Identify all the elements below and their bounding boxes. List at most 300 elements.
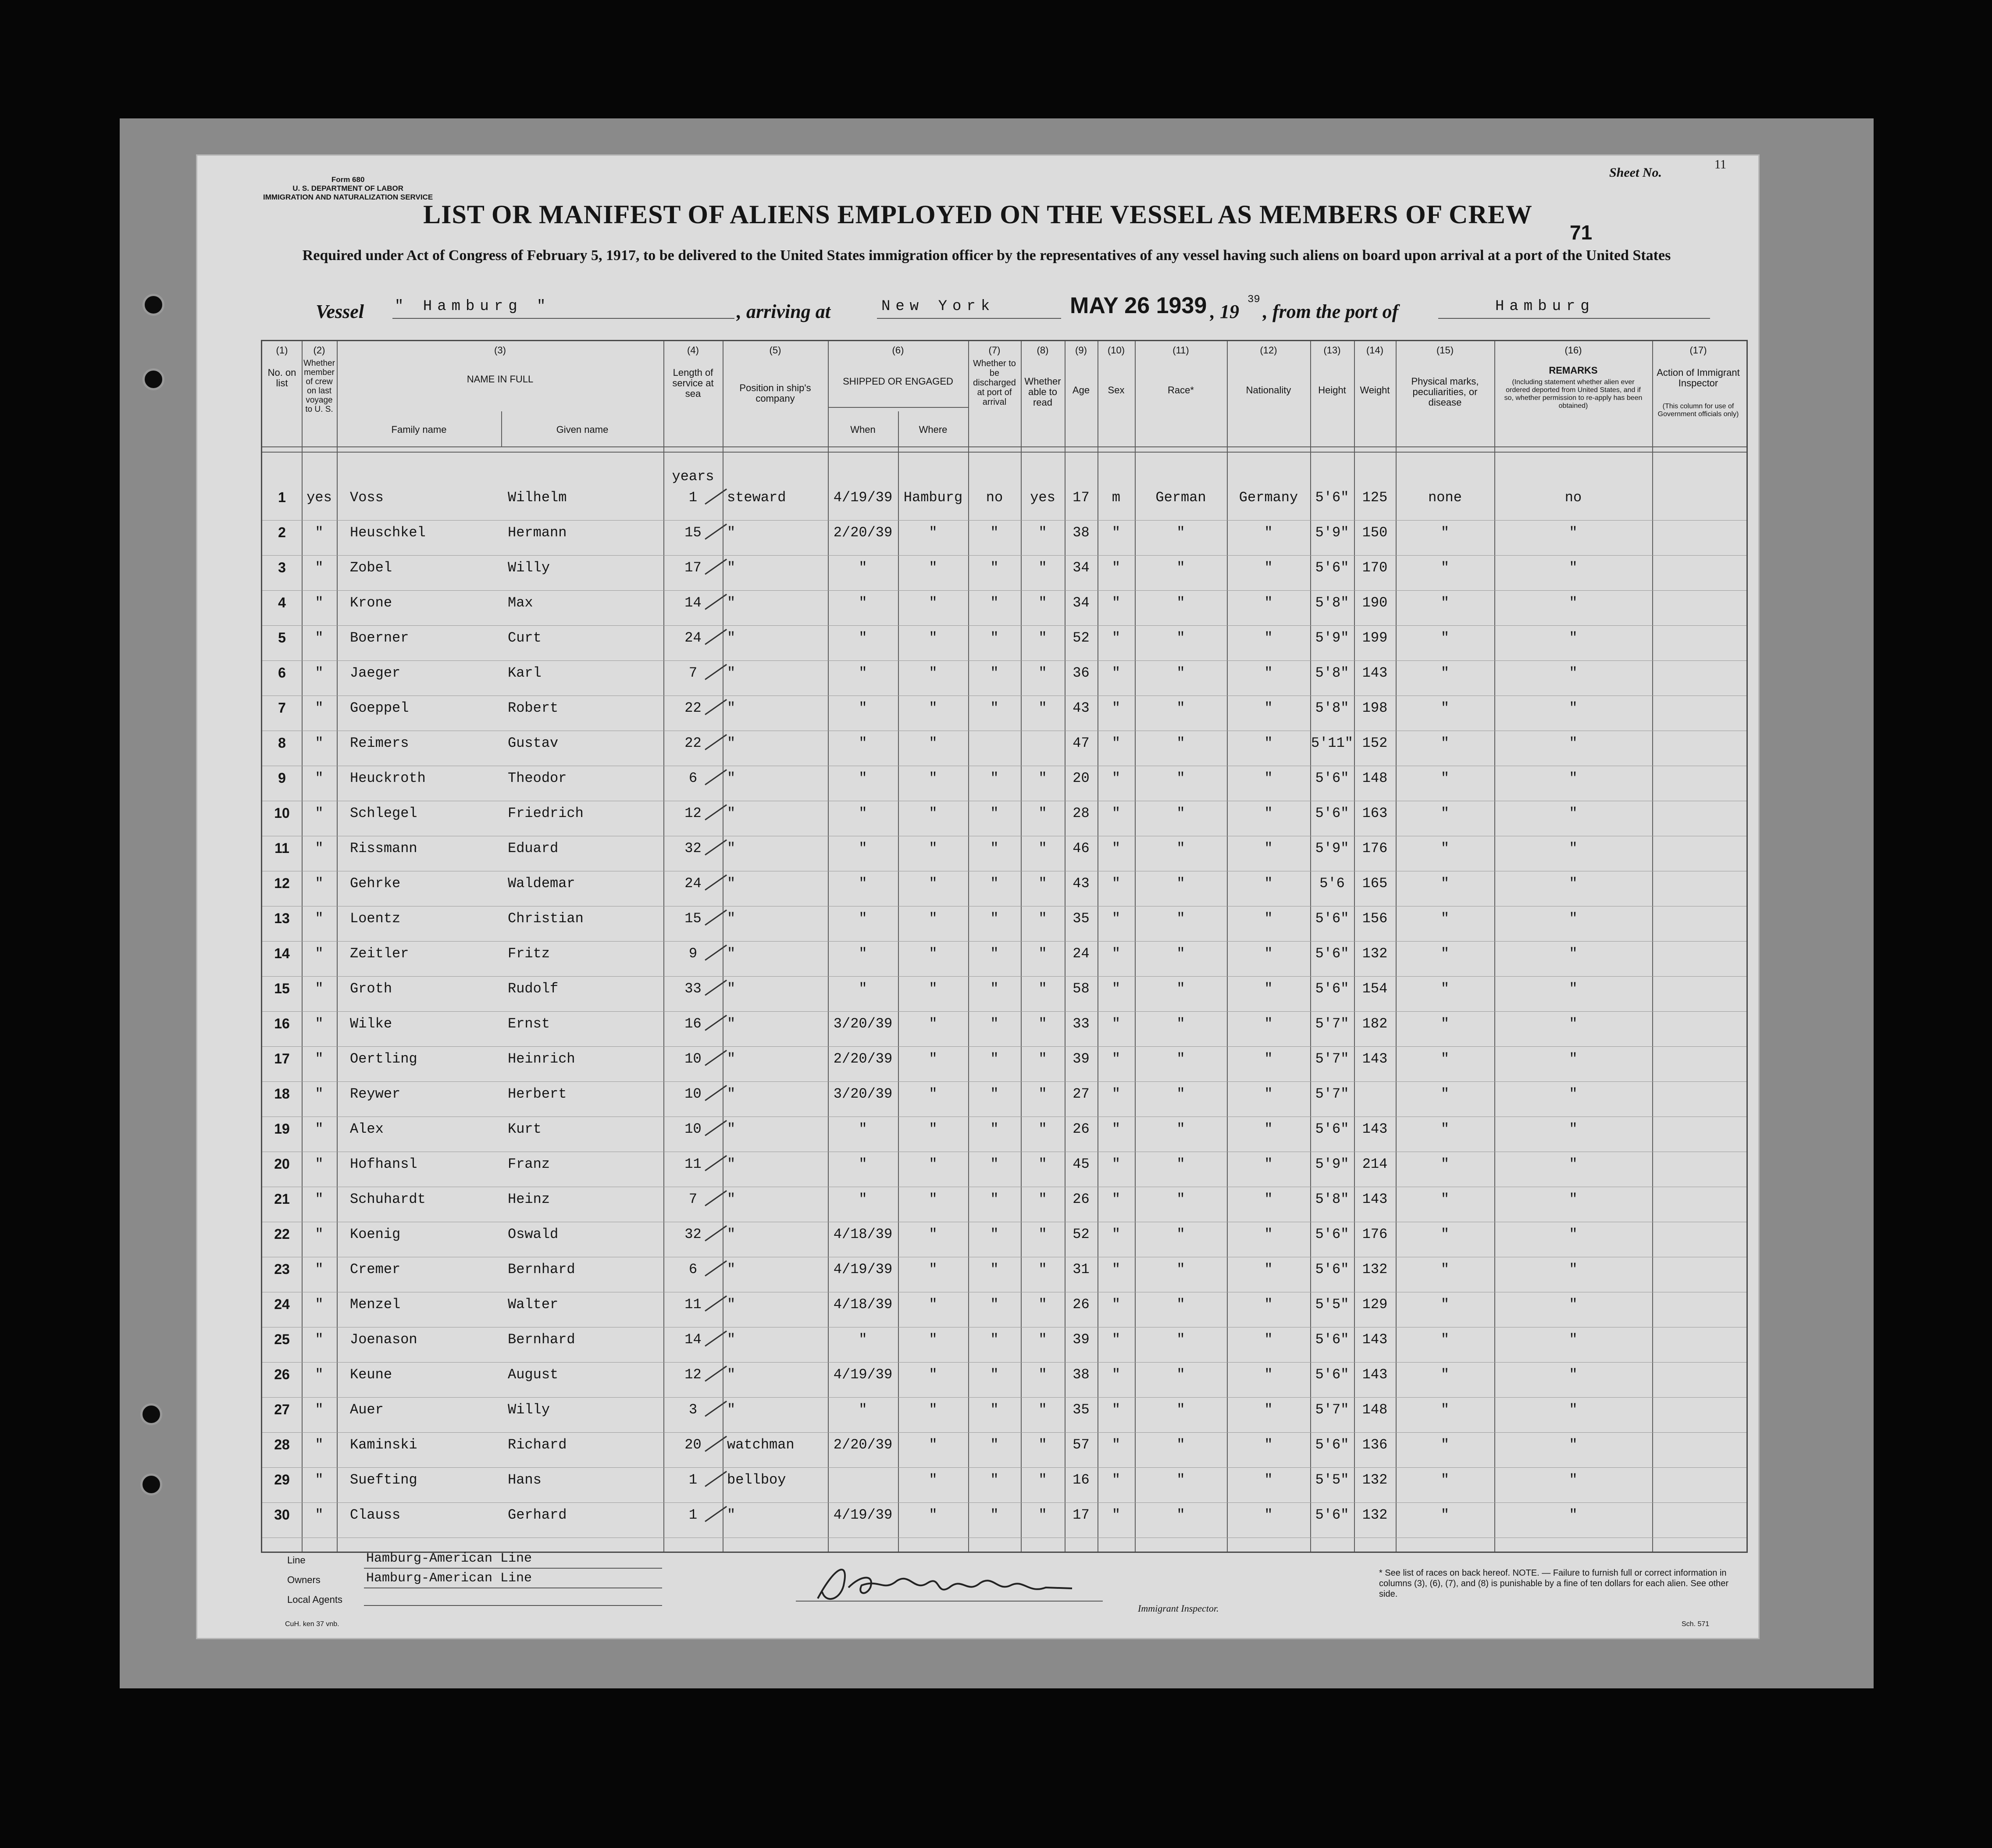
weight-cell: 156	[1362, 910, 1388, 927]
col-16-label: REMARKS	[1549, 365, 1598, 376]
physical-marks-cell: "	[1440, 1261, 1450, 1277]
sex-cell: "	[1112, 665, 1121, 681]
shipped-where-cell: "	[929, 1437, 937, 1453]
remarks-cell: "	[1569, 1121, 1578, 1137]
remarks-cell: "	[1569, 735, 1578, 751]
family-name-cell: Goeppel	[350, 700, 409, 716]
service-length-cell: 6	[688, 1261, 698, 1277]
remarks-cell: "	[1569, 981, 1578, 997]
table-row	[262, 626, 1746, 661]
row-number: 6	[278, 665, 286, 681]
height-cell: 5'6"	[1315, 1437, 1349, 1453]
nationality-cell: "	[1264, 981, 1273, 997]
able-to-read-cell: "	[1038, 910, 1047, 927]
shipped-where-cell: "	[929, 1226, 937, 1242]
nationality-cell: "	[1264, 1051, 1273, 1067]
row-number: 30	[274, 1507, 290, 1523]
given-name-cell: Waldemar	[508, 875, 575, 892]
table-row	[262, 1082, 1746, 1117]
height-cell: 5'6"	[1315, 560, 1349, 576]
service-length-cell: 33	[684, 981, 702, 997]
family-name-cell: Joenason	[350, 1331, 417, 1348]
col-14-label: Weight	[1360, 385, 1390, 396]
discharge-cell: "	[990, 700, 999, 716]
service-length-cell: 22	[684, 735, 702, 751]
height-cell: 5'9"	[1315, 524, 1349, 541]
given-name-cell: Rudolf	[508, 981, 559, 997]
family-name-cell: Gehrke	[350, 875, 401, 892]
height-cell: 5'8"	[1315, 665, 1349, 681]
col-3-label: NAME IN FULL	[467, 374, 534, 385]
row-number: 1	[278, 489, 286, 505]
nationality-cell: "	[1264, 1226, 1273, 1242]
nationality-cell: "	[1264, 770, 1273, 786]
race-cell: German	[1155, 489, 1206, 506]
sex-cell: "	[1112, 1191, 1121, 1207]
race-cell: "	[1176, 700, 1185, 716]
prev-voyage-cell: "	[315, 981, 324, 997]
discharge-cell: "	[990, 945, 999, 962]
prev-voyage-cell: "	[315, 1261, 324, 1277]
given-name-cell: Franz	[508, 1156, 550, 1172]
nationality-cell: "	[1264, 1016, 1273, 1032]
nationality-cell: "	[1264, 875, 1273, 892]
nationality-cell: "	[1264, 1366, 1273, 1383]
nationality-cell: Germany	[1239, 489, 1298, 506]
race-cell: "	[1176, 1402, 1185, 1418]
nationality-cell: "	[1264, 840, 1273, 856]
physical-marks-cell: "	[1440, 1437, 1450, 1453]
race-cell: "	[1176, 595, 1185, 611]
position-cell: "	[727, 875, 736, 892]
given-name-cell: Gerhard	[508, 1507, 567, 1523]
shipped-when-cell: "	[859, 945, 867, 962]
shipped-when-cell: 4/18/39	[833, 1296, 893, 1313]
col-6-label: SHIPPED OR ENGAGED	[843, 376, 953, 387]
row-number: 4	[278, 595, 286, 610]
age-cell: 26	[1073, 1191, 1090, 1207]
remarks-cell: "	[1569, 770, 1578, 786]
discharge-cell: "	[990, 1121, 999, 1137]
service-length-cell: 14	[684, 1331, 702, 1348]
position-cell: "	[727, 630, 736, 646]
shipped-where-cell: "	[929, 1086, 937, 1102]
service-length-cell: 24	[684, 630, 702, 646]
departure-port: Hamburg	[1495, 298, 1595, 315]
col-11-label: Race*	[1168, 385, 1194, 396]
weight-cell: 214	[1362, 1156, 1388, 1172]
physical-marks-cell: "	[1440, 524, 1450, 541]
sex-cell: "	[1112, 945, 1121, 962]
discharge-cell: "	[990, 630, 999, 646]
height-cell: 5'6"	[1315, 1226, 1349, 1242]
row-number: 16	[274, 1016, 290, 1031]
discharge-cell: "	[990, 805, 999, 821]
nationality-cell: "	[1264, 630, 1273, 646]
sheet-number-label: Sheet No.	[1609, 165, 1662, 180]
crew-table	[261, 340, 1748, 1553]
shipped-when-cell: "	[859, 875, 867, 892]
shipped-where-cell: Hamburg	[903, 489, 963, 506]
able-to-read-cell: "	[1038, 1051, 1047, 1067]
height-cell: 5'11"	[1311, 735, 1353, 751]
shipped-when-cell: 4/19/39	[833, 1366, 893, 1383]
col-5-label: Position in ship's company	[739, 382, 811, 404]
discharge-cell: "	[990, 1261, 999, 1277]
height-cell: 5'6"	[1315, 1331, 1349, 1348]
shipped-where-cell: "	[929, 665, 937, 681]
shipped-where-cell: "	[929, 945, 937, 962]
shipped-where-cell: "	[929, 1156, 937, 1172]
physical-marks-cell: "	[1440, 665, 1450, 681]
family-name-cell: Heuckroth	[350, 770, 426, 786]
shipped-where-cell: "	[929, 560, 937, 576]
height-cell: 5'7"	[1315, 1086, 1349, 1102]
form-department: U. S. DEPARTMENT OF LABOR	[292, 184, 403, 193]
position-cell: "	[727, 840, 736, 856]
physical-marks-cell: "	[1440, 1016, 1450, 1032]
shipped-when-cell: "	[859, 735, 867, 751]
col-3-number: (3)	[494, 345, 506, 356]
row-number: 19	[274, 1121, 290, 1137]
able-to-read-cell: "	[1038, 1437, 1047, 1453]
race-cell: "	[1176, 1051, 1185, 1067]
service-length-cell: 20	[684, 1437, 702, 1453]
position-cell: "	[727, 1016, 736, 1032]
row-number: 15	[274, 981, 290, 996]
table-row	[262, 1012, 1746, 1047]
age-cell: 26	[1073, 1121, 1090, 1137]
table-row	[262, 521, 1746, 556]
shipped-when-cell: 4/19/39	[833, 1261, 893, 1277]
height-cell: 5'7"	[1315, 1016, 1349, 1032]
table-row	[262, 837, 1746, 872]
able-to-read-cell: "	[1038, 875, 1047, 892]
table-row	[262, 942, 1746, 977]
age-cell: 26	[1073, 1296, 1090, 1313]
col-8-label: Whether able to read	[1024, 376, 1061, 408]
race-cell: "	[1176, 630, 1185, 646]
able-to-read-cell: "	[1038, 1366, 1047, 1383]
shipped-where-cell: "	[929, 840, 937, 856]
shipped-where-cell: "	[929, 1191, 937, 1207]
discharge-cell: "	[990, 1331, 999, 1348]
physical-marks-cell: none	[1428, 489, 1462, 506]
form-number: Form 680	[331, 175, 365, 184]
given-name-cell: Eduard	[508, 840, 559, 856]
shipped-where-cell: "	[929, 1296, 937, 1313]
position-cell: "	[727, 1261, 736, 1277]
table-row	[262, 1398, 1746, 1433]
position-cell: "	[727, 735, 736, 751]
service-length-cell: 15	[684, 524, 702, 541]
position-cell: "	[727, 805, 736, 821]
table-row	[262, 486, 1746, 521]
height-cell: 5'5"	[1315, 1296, 1349, 1313]
prev-voyage-cell: "	[315, 1437, 324, 1453]
nationality-cell: "	[1264, 805, 1273, 821]
binder-hole	[140, 1473, 162, 1495]
able-to-read-cell: "	[1038, 700, 1047, 716]
shipped-where-cell: "	[929, 595, 937, 611]
col-15-number: (15)	[1436, 345, 1454, 356]
prev-voyage-cell: "	[315, 770, 324, 786]
remarks-cell: "	[1569, 1156, 1578, 1172]
position-cell: "	[727, 1402, 736, 1418]
discharge-cell: "	[990, 1016, 999, 1032]
family-name-cell: Rissmann	[350, 840, 417, 856]
prev-voyage-cell: "	[315, 1331, 324, 1348]
physical-marks-cell: "	[1440, 945, 1450, 962]
sex-cell: "	[1112, 1086, 1121, 1102]
race-cell: "	[1176, 1507, 1185, 1523]
col-10-number: (10)	[1107, 345, 1125, 356]
race-cell: "	[1176, 1226, 1185, 1242]
able-to-read-cell: "	[1038, 1507, 1047, 1523]
height-cell: 5'9"	[1315, 840, 1349, 856]
sheet-number-value: 11	[1714, 158, 1726, 171]
service-length-cell: 3	[688, 1402, 698, 1418]
able-to-read-cell: "	[1038, 665, 1047, 681]
weight-cell: 125	[1362, 489, 1388, 506]
prev-voyage-cell: "	[315, 735, 324, 751]
discharge-cell: "	[990, 770, 999, 786]
sex-cell: "	[1112, 1051, 1121, 1067]
discharge-cell: "	[990, 1472, 999, 1488]
family-name-cell: Auer	[350, 1402, 384, 1418]
table-row	[262, 1047, 1746, 1082]
discharge-cell: "	[990, 1437, 999, 1453]
shipped-where-cell: "	[929, 1331, 937, 1348]
height-cell: 5'8"	[1315, 595, 1349, 611]
prev-voyage-cell: "	[315, 875, 324, 892]
shipped-when-cell: "	[859, 1331, 867, 1348]
race-cell: "	[1176, 1016, 1185, 1032]
height-cell: 5'6"	[1315, 805, 1349, 821]
family-name-cell: Loentz	[350, 910, 401, 927]
position-cell: "	[727, 1507, 736, 1523]
row-number: 27	[274, 1402, 290, 1417]
race-cell: "	[1176, 1472, 1185, 1488]
physical-marks-cell: "	[1440, 981, 1450, 997]
remarks-cell: "	[1569, 1366, 1578, 1383]
family-name-cell: Zobel	[350, 560, 392, 576]
position-cell: "	[727, 524, 736, 541]
given-name-cell: Ernst	[508, 1016, 550, 1032]
position-cell: "	[727, 910, 736, 927]
stamp-number: 71	[1570, 221, 1593, 244]
height-cell: 5'7"	[1315, 1402, 1349, 1418]
physical-marks-cell: "	[1440, 1086, 1450, 1102]
shipped-when-cell: "	[859, 1121, 867, 1137]
position-cell: "	[727, 1121, 736, 1137]
family-name-cell: Krone	[350, 595, 392, 611]
age-cell: 35	[1073, 910, 1090, 927]
weight-cell: 132	[1362, 1472, 1388, 1488]
col-12-number: (12)	[1260, 345, 1277, 356]
discharge-cell: "	[990, 1156, 999, 1172]
discharge-cell: "	[990, 875, 999, 892]
row-number: 5	[278, 630, 286, 646]
height-cell: 5'6"	[1315, 1366, 1349, 1383]
col-9-label: Age	[1072, 385, 1090, 396]
age-cell: 38	[1073, 1366, 1090, 1383]
col-9-number: (9)	[1075, 345, 1087, 356]
row-number: 25	[274, 1331, 290, 1347]
weight-cell: 170	[1362, 560, 1388, 576]
age-cell: 47	[1073, 735, 1090, 751]
col-4-number: (4)	[687, 345, 699, 356]
physical-marks-cell: "	[1440, 560, 1450, 576]
remarks-cell: "	[1569, 840, 1578, 856]
able-to-read-cell: "	[1038, 1156, 1047, 1172]
shipped-when-cell: "	[859, 981, 867, 997]
weight-cell: 152	[1362, 735, 1388, 751]
table-row	[262, 872, 1746, 907]
arrival-port: New York	[881, 298, 995, 315]
physical-marks-cell: "	[1440, 1191, 1450, 1207]
weight-cell: 148	[1362, 1402, 1388, 1418]
position-cell: "	[727, 665, 736, 681]
prev-voyage-cell: "	[315, 1191, 324, 1207]
position-cell: bellboy	[727, 1472, 786, 1488]
given-name-cell: Bernhard	[508, 1331, 575, 1348]
row-number: 3	[278, 560, 286, 575]
row-number: 10	[274, 805, 290, 821]
given-name-cell: Max	[508, 595, 533, 611]
able-to-read-cell: "	[1038, 1086, 1047, 1102]
where-header: Where	[919, 424, 948, 435]
remarks-cell: "	[1569, 1016, 1578, 1032]
service-length-cell: 7	[688, 665, 698, 681]
table-row	[262, 731, 1746, 767]
race-cell: "	[1176, 1331, 1185, 1348]
row-number: 24	[274, 1296, 290, 1312]
height-cell: 5'5"	[1315, 1472, 1349, 1488]
able-to-read-cell: "	[1038, 1296, 1047, 1313]
table-row	[262, 1363, 1746, 1398]
weight-cell: 143	[1362, 1366, 1388, 1383]
table-row	[262, 1293, 1746, 1328]
able-to-read-cell: yes	[1030, 489, 1055, 506]
physical-marks-cell: "	[1440, 1121, 1450, 1137]
prev-voyage-cell: "	[315, 1472, 324, 1488]
table-row	[262, 1503, 1746, 1538]
race-cell: "	[1176, 770, 1185, 786]
remarks-cell: "	[1569, 630, 1578, 646]
row-number: 21	[274, 1191, 290, 1207]
given-name-cell: Willy	[508, 560, 550, 576]
table-row	[262, 696, 1746, 731]
discharge-cell: "	[990, 1507, 999, 1523]
sex-cell: "	[1112, 1402, 1121, 1418]
nationality-cell: "	[1264, 1261, 1273, 1277]
discharge-cell: "	[990, 1191, 999, 1207]
weight-cell: 132	[1362, 945, 1388, 962]
nationality-cell: "	[1264, 1331, 1273, 1348]
given-name-cell: Oswald	[508, 1226, 559, 1242]
row-number: 23	[274, 1261, 290, 1277]
sex-cell: "	[1112, 875, 1121, 892]
service-length-cell: 1	[688, 1472, 698, 1488]
sex-cell: "	[1112, 981, 1121, 997]
sex-cell: "	[1112, 1296, 1121, 1313]
age-cell: 17	[1073, 489, 1090, 506]
prev-voyage-cell: "	[315, 1507, 324, 1523]
row-number: 26	[274, 1366, 290, 1382]
row-number: 2	[278, 524, 286, 540]
age-cell: 45	[1073, 1156, 1090, 1172]
weight-cell: 143	[1362, 1051, 1388, 1067]
sex-cell: "	[1112, 630, 1121, 646]
sex-cell: "	[1112, 595, 1121, 611]
given-name-cell: Hans	[508, 1472, 542, 1488]
col-8-number: (8)	[1037, 345, 1049, 356]
family-name-cell: Reywer	[350, 1086, 401, 1102]
age-cell: 43	[1073, 700, 1090, 716]
shipped-where-cell: "	[929, 1051, 937, 1067]
family-name-cell: Menzel	[350, 1296, 401, 1313]
nationality-cell: "	[1264, 665, 1273, 681]
row-number: 9	[278, 770, 286, 786]
family-name-cell: Reimers	[350, 735, 409, 751]
age-cell: 28	[1073, 805, 1090, 821]
given-name-cell: Wilhelm	[508, 489, 567, 506]
prev-voyage-cell: "	[315, 1366, 324, 1383]
given-name-cell: Christian	[508, 910, 584, 927]
weight-cell: 143	[1362, 665, 1388, 681]
nationality-cell: "	[1264, 560, 1273, 576]
weight-cell: 132	[1362, 1261, 1388, 1277]
race-cell: "	[1176, 735, 1185, 751]
arriving-label: , arriving at	[737, 301, 830, 322]
col-5-number: (5)	[769, 345, 781, 356]
age-cell: 20	[1073, 770, 1090, 786]
age-cell: 46	[1073, 840, 1090, 856]
given-name-cell: Richard	[508, 1437, 567, 1453]
weight-cell: 150	[1362, 524, 1388, 541]
form-identifier	[263, 175, 433, 202]
given-name-cell: Friedrich	[508, 805, 584, 821]
family-name-cell: Wilke	[350, 1016, 392, 1032]
shipped-where-cell: "	[929, 700, 937, 716]
family-name-cell: Heuschkel	[350, 524, 426, 541]
shipped-when-cell: "	[859, 560, 867, 576]
shipped-when-cell: "	[859, 700, 867, 716]
sex-cell: "	[1112, 1121, 1121, 1137]
position-cell: "	[727, 770, 736, 786]
remarks-cell: "	[1569, 700, 1578, 716]
nationality-cell: "	[1264, 910, 1273, 927]
discharge-cell: "	[990, 665, 999, 681]
nationality-cell: "	[1264, 1086, 1273, 1102]
prev-voyage-cell: "	[315, 630, 324, 646]
service-length-cell: 12	[684, 805, 702, 821]
able-to-read-cell: "	[1038, 595, 1047, 611]
height-cell: 5'7"	[1315, 1051, 1349, 1067]
col-6-number: (6)	[892, 345, 904, 356]
sex-cell: "	[1112, 1261, 1121, 1277]
able-to-read-cell: "	[1038, 524, 1047, 541]
nationality-cell: "	[1264, 735, 1273, 751]
row-number: 29	[274, 1472, 290, 1488]
height-cell: 5'8"	[1315, 700, 1349, 716]
family-name-cell: Clauss	[350, 1507, 401, 1523]
race-cell: "	[1176, 1437, 1185, 1453]
sex-cell: m	[1112, 489, 1121, 506]
age-cell: 16	[1073, 1472, 1090, 1488]
remarks-cell: "	[1569, 595, 1578, 611]
